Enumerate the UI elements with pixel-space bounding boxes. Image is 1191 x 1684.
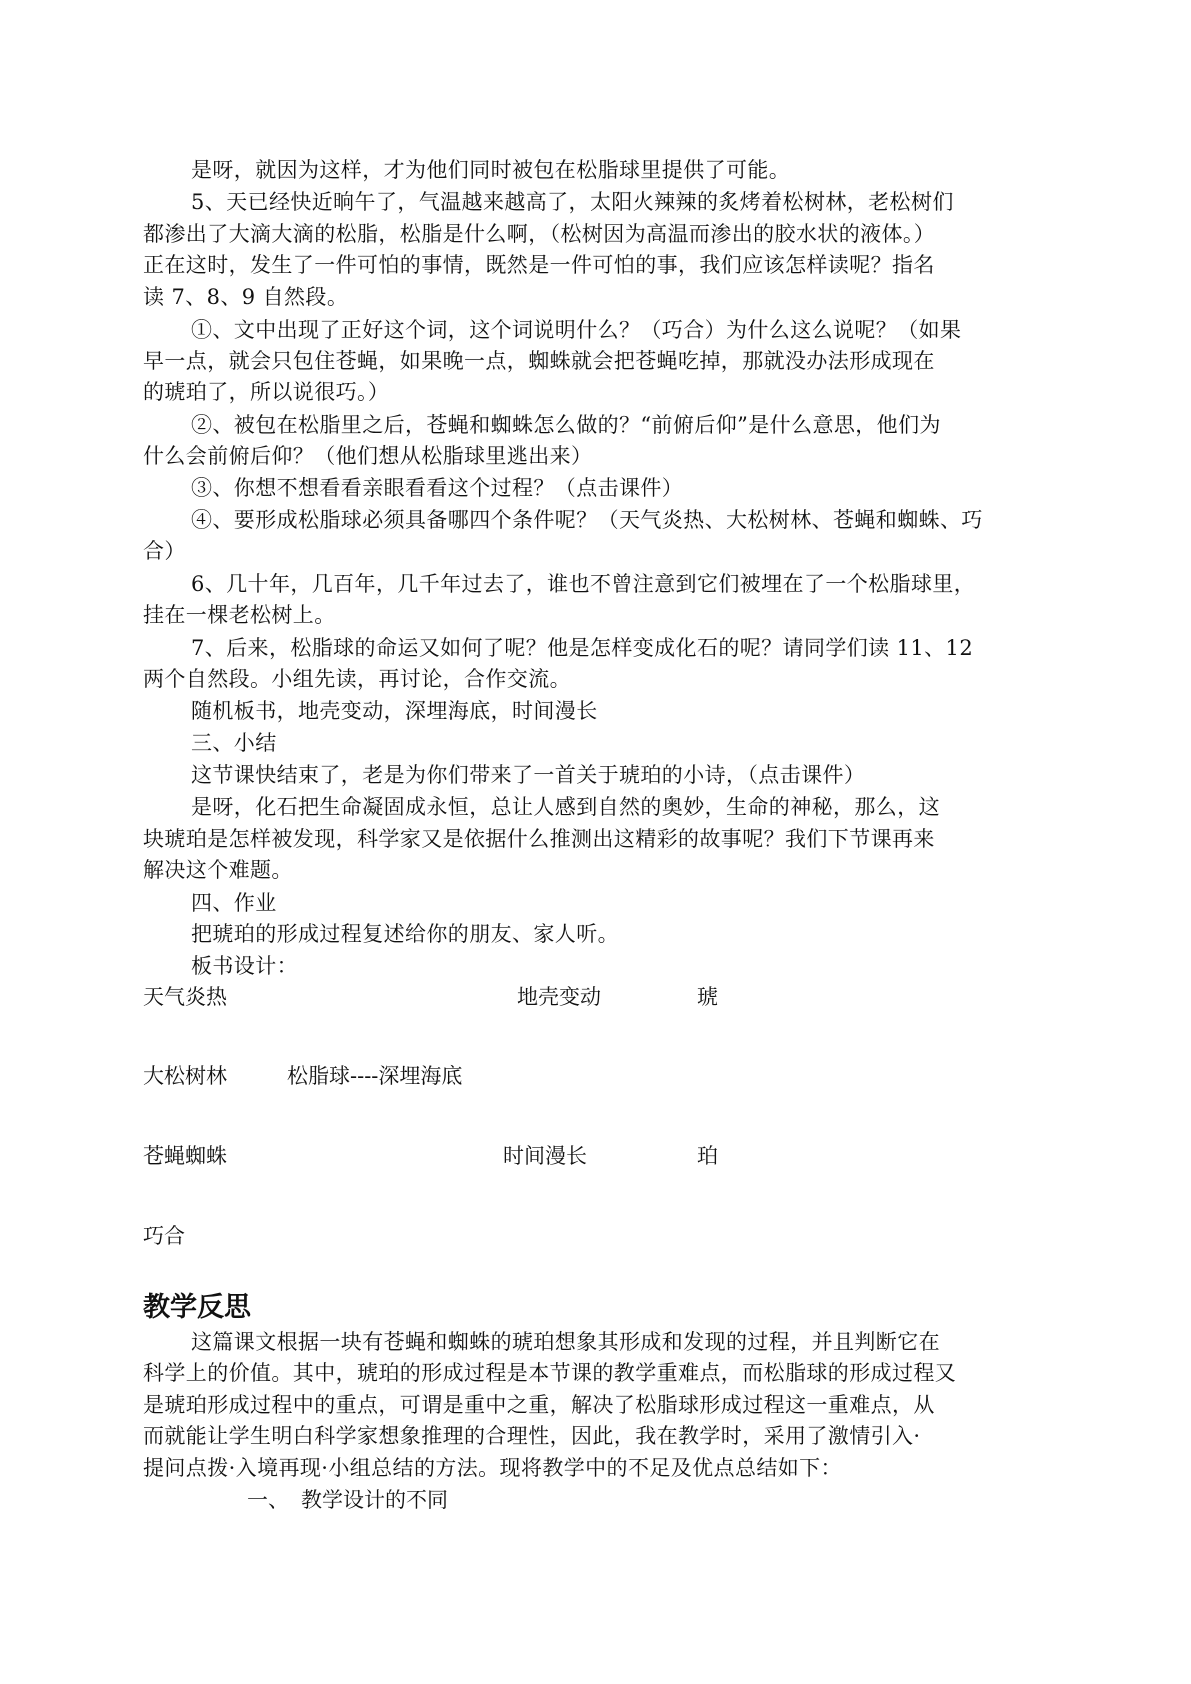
section-heading-homework: 四、作业 (191, 891, 277, 915)
text-line: ②、被包在松脂里之后，苍蝇和蜘蛛怎么做的？“前俯后仰”是什么意思，他们为 (191, 413, 941, 437)
text-line: 5、天已经快近晌午了，气温越来越高了，太阳火辣辣的炙烤着松树林，老松树们 (191, 190, 954, 214)
board-item: 琥 (697, 985, 718, 1009)
text-line: 是呀，化石把生命凝固成永恒，总让人感到自然的奥妙，生命的神秘，那么，这 (191, 795, 940, 819)
board-item: 珀 (697, 1144, 718, 1168)
text-line: 7、后来，松脂球的命运又如何了呢？他是怎样变成化石的呢？请同学们读 11、12 (191, 636, 974, 660)
text-line: 两个自然段。小组先读，再讨论，合作交流。 (143, 667, 571, 691)
text-line: 读 7、8、9 自然段。 (143, 285, 349, 309)
text-line: 是琥珀形成过程中的重点，可谓是重中之重，解决了松脂球形成过程这一重难点，从 (143, 1393, 935, 1417)
text-line: 都渗出了大滴大滴的松脂，松脂是什么啊，（松树因为高温而渗出的胶水状的液体。） (143, 222, 936, 246)
text-line: 挂在一棵老松树上。 (143, 603, 336, 627)
board-item: 苍蝇蜘蛛 (143, 1144, 227, 1168)
text-line: 的琥珀了，所以说很巧。） (143, 380, 390, 404)
board-item: 时间漫长 (503, 1144, 587, 1168)
board-item: 地壳变动 (517, 985, 601, 1009)
text-line: 块琥珀是怎样被发现，科学家又是依据什么推测出这精彩的故事呢？我们下节课再来 (143, 827, 935, 851)
text-line: ③、你想不想看看亲眼看看这个过程？（点击课件） (191, 476, 684, 500)
text-line: 把琥珀的形成过程复述给你的朋友、家人听。 (191, 922, 619, 946)
text-line: 提问点拨·入境再现·小组总结的方法。现将教学中的不足及优点总结如下： (143, 1456, 842, 1480)
text-line: 科学上的价值。其中，琥珀的形成过程是本节课的教学重难点，而松脂球的形成过程又 (143, 1361, 957, 1385)
list-item-number: 一、 (247, 1488, 289, 1512)
text-line: 早一点，就会只包住苍蝇，如果晚一点，蜘蛛就会把苍蝇吃掉，那就没办法形成现在 (143, 349, 935, 373)
text-line: 合） (143, 539, 186, 563)
text-line: 什么会前俯后仰？（他们想从松脂球里逃出来） (143, 444, 593, 468)
text-line: 随机板书，地壳变动，深埋海底，时间漫长 (191, 699, 598, 723)
section-heading-summary: 三、小结 (191, 731, 277, 755)
text-line: 6、几十年，几百年，几千年过去了，谁也不曾注意到它们被埋在了一个松脂球里， (191, 572, 976, 596)
text-line: 这篇课文根据一块有苍蝇和蜘蛛的琥珀想象其形成和发现的过程，并且判断它在 (191, 1330, 940, 1354)
text-line: 解决这个难题。 (143, 858, 293, 882)
text-line: ④、要形成松脂球必须具备哪四个条件呢？（天气炎热、大松树林、苍蝇和蜘蛛、巧 (191, 508, 983, 532)
board-item: 松脂球----深埋海底 (287, 1064, 463, 1088)
board-item: 大松树林 (143, 1064, 227, 1088)
board-item: 天气炎热 (143, 985, 227, 1009)
reflection-heading: 教学反思 (143, 1292, 251, 1323)
text-line: 正在这时，发生了一件可怕的事情，既然是一件可怕的事，我们应该怎样读呢？指名 (143, 253, 935, 277)
text-line: ①、文中出现了正好这个词，这个词说明什么？（巧合）为什么这么说呢？（如果 (191, 318, 962, 342)
board-item: 巧合 (143, 1224, 185, 1248)
list-item-text: 教学设计的不同 (301, 1488, 448, 1512)
text-line: 而就能让学生明白科学家想象推理的合理性，因此，我在教学时，采用了激情引入· (143, 1424, 921, 1448)
board-design-label: 板书设计： (191, 954, 298, 978)
text-line: 是呀，就因为这样，才为他们同时被包在松脂球里提供了可能。 (191, 158, 791, 182)
text-line: 这节课快结束了，老是为你们带来了一首关于琥珀的小诗，（点击课件） (191, 763, 866, 787)
